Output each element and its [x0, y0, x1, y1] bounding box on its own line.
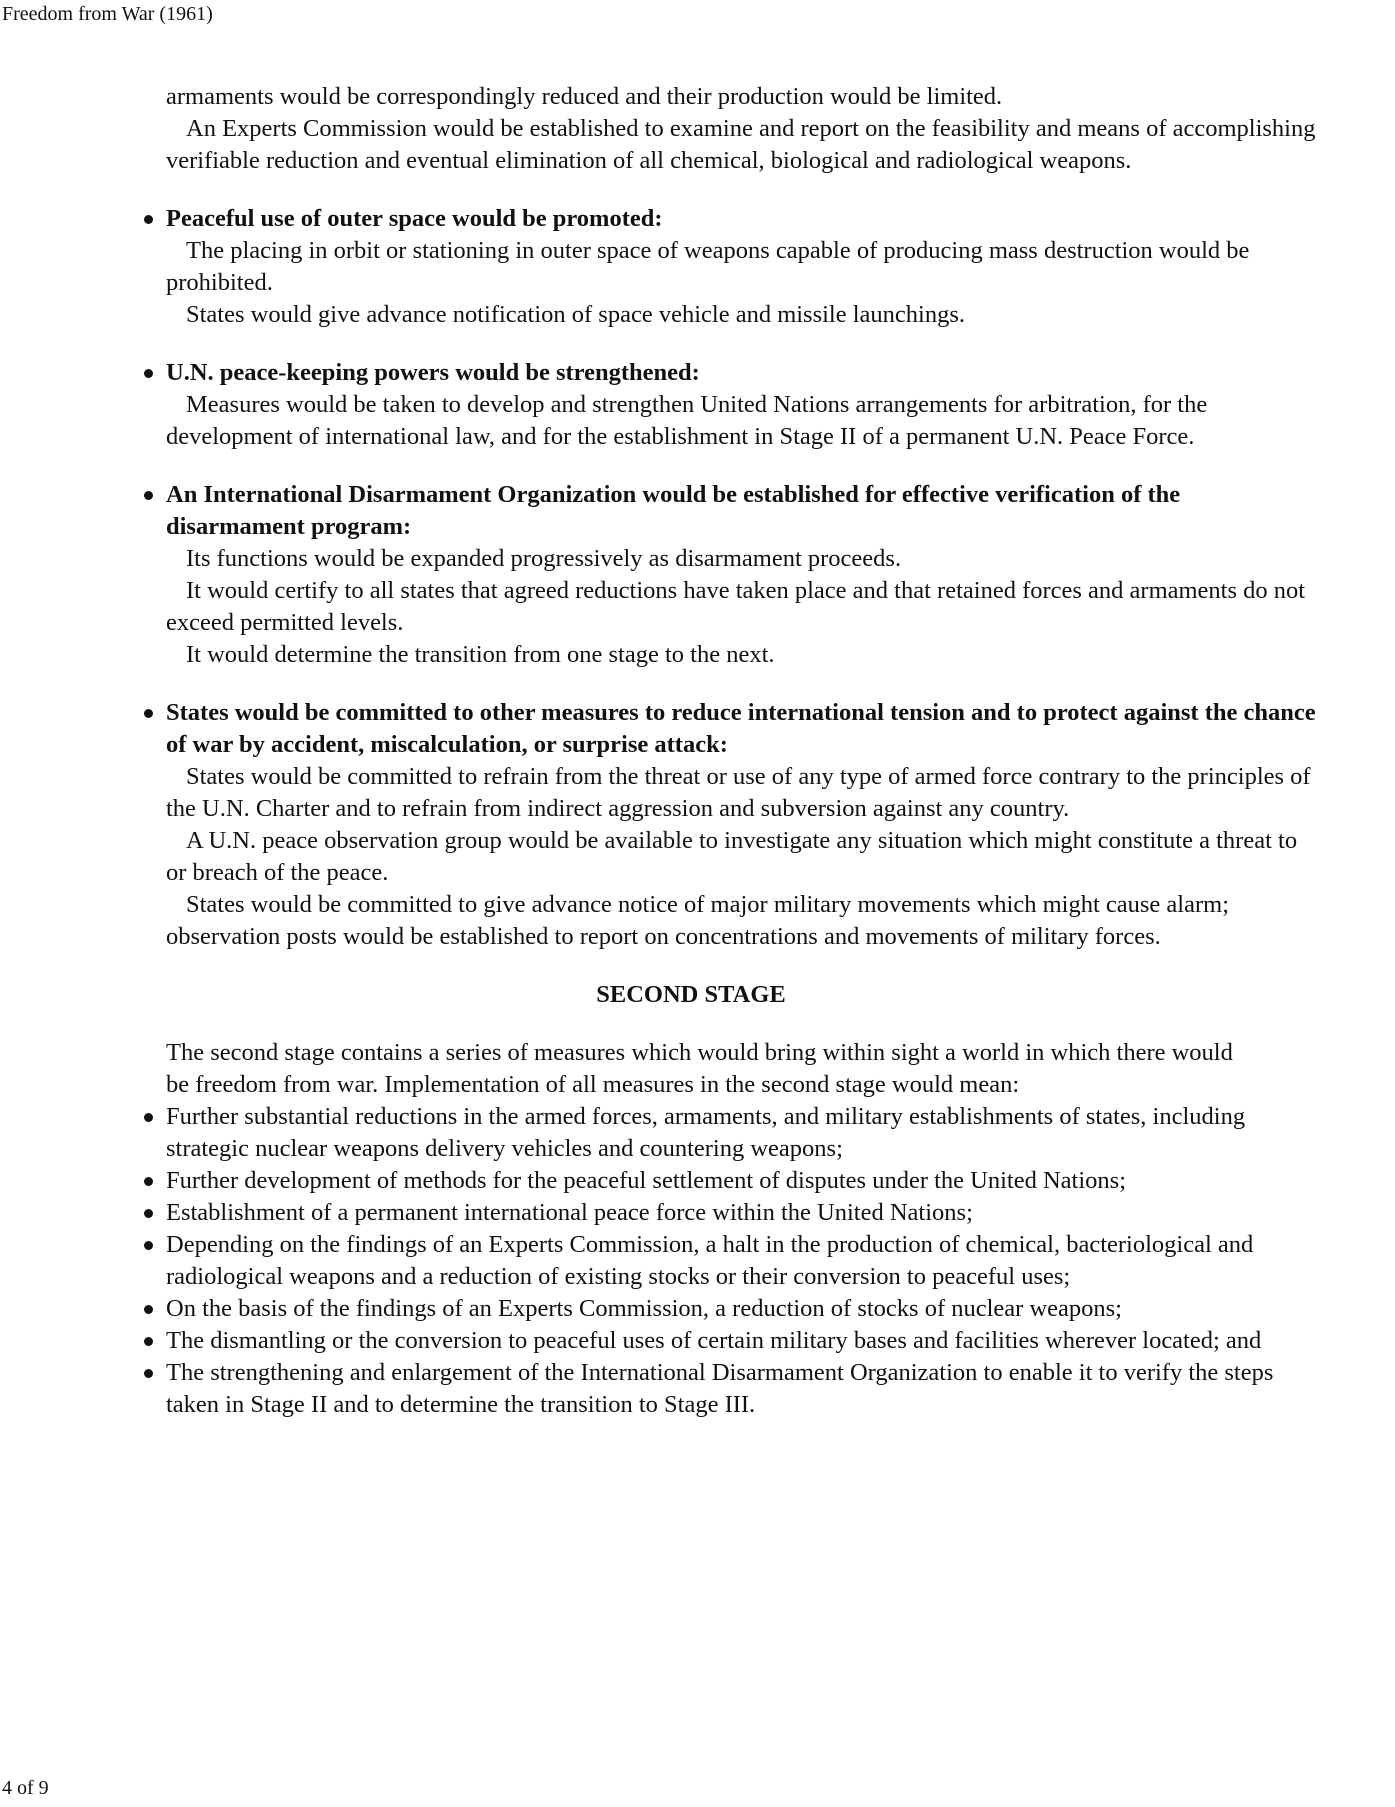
section-heading: An International Disarmament Organization would be established for effective verification of the disarmament program: [166, 481, 1181, 540]
section-paragraph: It would determine the transition from one stage to the next. [186, 641, 775, 668]
page-number: 4 of 9 [2, 1777, 49, 1799]
page-header-title: Freedom from War (1961) [2, 3, 213, 25]
second-stage-title: SECOND STAGE [596, 981, 786, 1008]
intro-paragraph: armaments would be correspondingly reduced and their production would be limited. [166, 83, 1003, 110]
list-item: Depending on the findings of an Experts Commission, a halt in the production of chemical, bacteriological and radiological weapons and a reduction of existing stocks or their conversion to peaceful uses; [166, 1229, 1316, 1293]
list-item: Establishment of a permanent international peace force within the United Nations; [166, 1197, 1316, 1229]
section-paragraph: States would give advance notification of space vehicle and missile launchings. [186, 301, 966, 328]
section-paragraph: States would be committed to refrain from the threat or use of any type of armed force contrary to the principles of the U.N. Charter and to refrain from indirect aggression and subversion against any country. [166, 763, 1311, 822]
section-peace-keeping [166, 357, 1316, 453]
list-item: On the basis of the findings of an Experts Commission, a reduction of stocks of nuclear weapons; [166, 1293, 1316, 1325]
section-paragraph: Measures would be taken to develop and strengthen United Nations arrangements for arbitration, for the development of international law, and for the establishment in Stage II of a permanent U.N. Peace Force. [166, 391, 1208, 450]
section-paragraph: The placing in orbit or stationing in outer space of weapons capable of producing mass destruction would be prohibited. [166, 237, 1250, 296]
list-item: The strengthening and enlargement of the International Disarmament Organization to enable it to verify the steps taken in Stage II and to determine the transition to Stage III. [166, 1357, 1316, 1421]
section-paragraph: States would be committed to give advance notice of major military movements which might cause alarm; observation posts would be established to report on concentrations and movements of military forces. [166, 891, 1230, 950]
section-disarmament-organization [166, 479, 1316, 671]
section-heading: U.N. peace-keeping powers would be strengthened: [166, 359, 700, 386]
section-tension-measures [166, 697, 1316, 953]
section-paragraph: It would certify to all states that agreed reductions have taken place and that retained forces and armaments do not exceed permitted levels. [166, 577, 1306, 636]
second-stage-list [166, 1101, 1316, 1421]
section-heading: Peaceful use of outer space would be promoted: [166, 205, 663, 232]
list-item: Further substantial reductions in the armed forces, armaments, and military establishments of states, including strategic nuclear weapons delivery vehicles and countering weapons; [166, 1101, 1316, 1165]
intro-paragraph: An Experts Commission would be established to examine and report on the feasibility and means of accomplishing verifiable reduction and eventual elimination of all chemical, biological and radiological weapons. [166, 115, 1316, 174]
measures-list [166, 203, 1316, 953]
section-paragraph: Its functions would be expanded progressively as disarmament proceeds. [186, 545, 902, 572]
document-body [166, 81, 1316, 1421]
section-outer-space [166, 203, 1316, 331]
list-item: Further development of methods for the peaceful settlement of disputes under the United Nations; [166, 1165, 1316, 1197]
list-item: The dismantling or the conversion to peaceful uses of certain military bases and facilities wherever located; and [166, 1325, 1316, 1357]
second-stage-intro: The second stage contains a series of measures which would bring within sight a world in which there would be freedom from war. Implementation of all measures in the second stage would mean: [166, 1039, 1233, 1098]
section-paragraph: A U.N. peace observation group would be available to investigate any situation which might constitute a threat to or breach of the peace. [166, 827, 1298, 886]
section-heading: States would be committed to other measures to reduce international tension and to protect against the chance of war by accident, miscalculation, or surprise attack: [166, 699, 1316, 758]
